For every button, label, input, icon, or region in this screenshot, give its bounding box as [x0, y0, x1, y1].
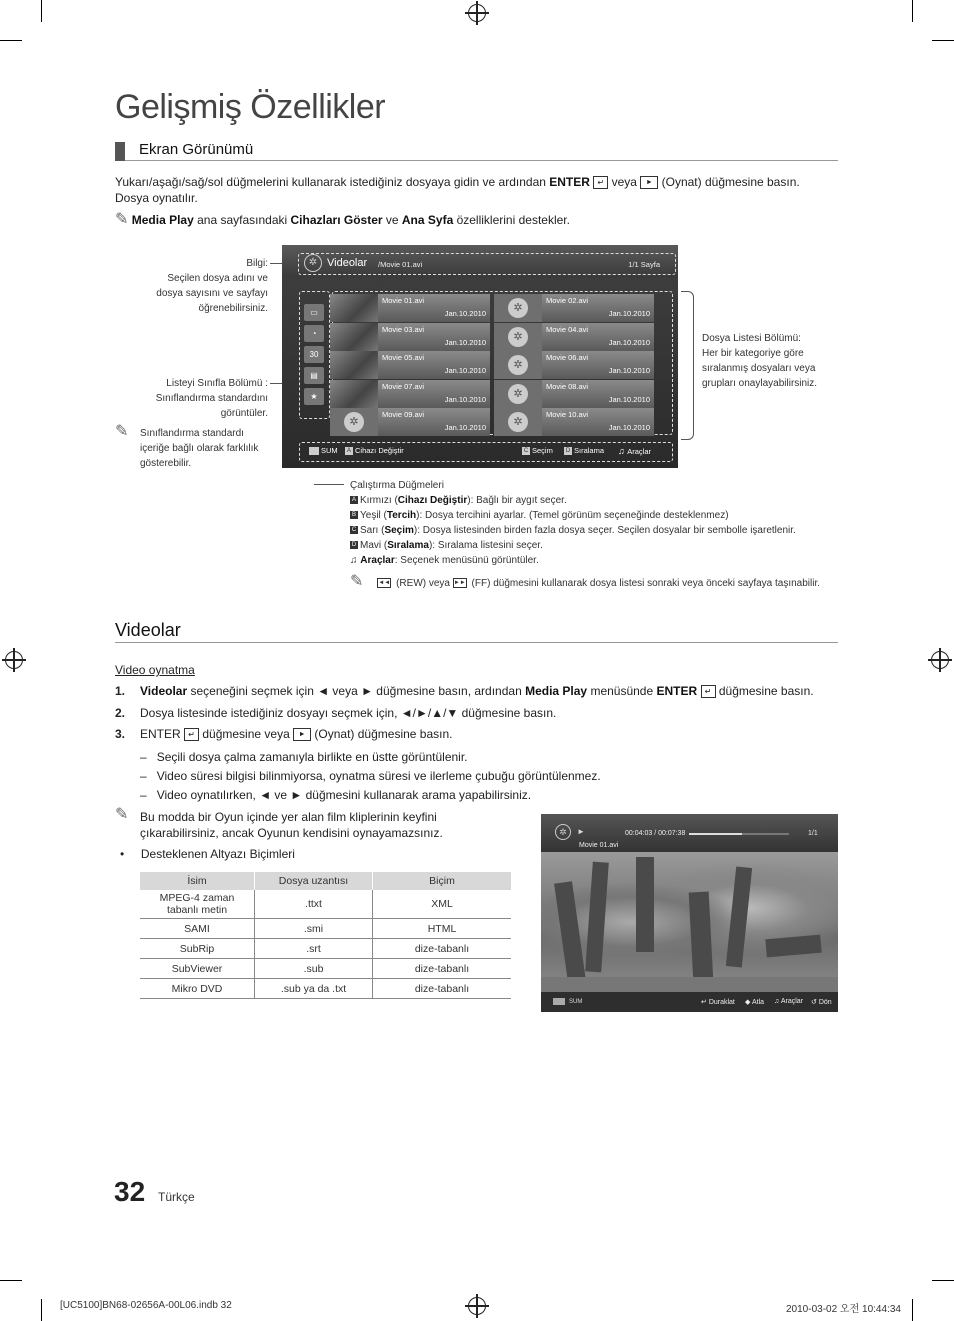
intro-note: [115, 212, 845, 228]
control-desc-text: Cihazı Değiştir: [397, 495, 468, 506]
video-subtitle: Video oynatma: [115, 663, 195, 677]
control-desc-text: ): Dosya tercihini ayarlar. (Temel görünüm seçeneğinde desteklenmez): [416, 510, 729, 521]
select-text: Seçim: [532, 446, 553, 455]
callout-line: Sınıflandırma standardını: [155, 393, 268, 404]
favorite-icon[interactable]: ★: [304, 388, 324, 405]
file-name: Movie 07.avi: [382, 381, 425, 391]
progress-bar[interactable]: [689, 833, 789, 835]
section-title: Ekran Görünümü: [139, 141, 254, 158]
sum-text: SUM: [321, 446, 338, 455]
giraffe-shape: [554, 881, 586, 983]
sort-button[interactable]: [564, 446, 604, 455]
file-date: Jan.10.2010: [608, 309, 650, 318]
thumbnail: [330, 294, 378, 322]
screen-page: 1/1 Sayfa: [628, 260, 660, 269]
file-date: Jan.10.2010: [444, 366, 486, 375]
control-buttons-desc: [350, 478, 845, 591]
device-text: Cihazı Değiştir: [355, 446, 404, 455]
sum-label: [309, 446, 338, 455]
file-list-item[interactable]: [494, 351, 654, 379]
registration-mark-icon: [931, 651, 949, 669]
screen-header: [282, 245, 678, 278]
thumbnail: [494, 351, 542, 379]
callout-line: içeriğe bağlı olarak farklılık: [140, 443, 259, 454]
file-date: Jan.10.2010: [444, 423, 486, 432]
tools-desc: [350, 553, 845, 568]
color-key-icon: C: [351, 527, 357, 534]
dash-text: Seçili dosya çalma zamanıyla birlikte en üstte görüntülenir.: [156, 750, 468, 764]
note-text: ana sayfasındaki: [193, 213, 291, 227]
control-desc: [350, 493, 845, 508]
table-header-row: [140, 872, 511, 890]
callout-line: Seçilen dosya adını ve: [167, 273, 268, 284]
color-key-icon: A: [351, 497, 356, 504]
control-desc-text: Kırmızı (: [360, 495, 398, 506]
control-desc-text: ): Bağlı bir aygıt seçer.: [467, 495, 567, 506]
crop-mark: [0, 1280, 22, 1281]
back-button[interactable]: [811, 998, 832, 1006]
control-desc: [350, 538, 845, 553]
intro-text: veya: [608, 175, 641, 189]
thumbnail: [330, 351, 378, 379]
controls-title: Çalıştırma Düğmeleri: [350, 480, 444, 491]
giraffe-shape: [689, 892, 714, 983]
table-cell: .smi: [255, 919, 373, 939]
dash-text: Video süresi bilgisi bilinmiyorsa, oynatma süresi ve ilerleme çubuğu görüntülenmez.: [156, 769, 601, 783]
callout-line: Sınıflandırma standardı: [140, 428, 244, 439]
note-text: özelliklerini destekler.: [453, 213, 570, 227]
file-name: Movie 03.avi: [382, 324, 425, 334]
note-text: çıkarabilirsiniz, ancak Oyunun kendisini oynayamazsınız.: [140, 826, 443, 840]
enter-icon: ↵: [593, 176, 608, 189]
thumbnail: [330, 323, 378, 351]
table-cell: .sub: [255, 959, 373, 979]
step-number: 3.: [115, 727, 126, 741]
table-cell: dize-tabanlı: [373, 939, 512, 959]
section-bar: [115, 142, 125, 161]
film-reel-icon: ✲: [508, 327, 528, 347]
date-meta: 2010-03-02 오전 10:44:34: [786, 1304, 901, 1315]
callout-line: Dosya Listesi Bölümü:: [702, 333, 801, 344]
color-key-icon: B: [351, 512, 356, 519]
control-desc-text: ): Sıralama listesini seçer.: [428, 540, 543, 551]
file-name: Movie 04.avi: [546, 324, 589, 334]
table-row: [140, 979, 511, 999]
note-bold: Cihazları Göster: [290, 213, 383, 227]
giraffe-shape: [636, 857, 654, 952]
sum-text: SUM: [569, 999, 583, 1005]
thumbnail: [494, 408, 542, 436]
tools-text: Araçlar: [780, 998, 803, 1005]
file-meta: [UC5100]BN68-02656A-00L06.indb 32: [60, 1300, 232, 1311]
name-icon[interactable]: ▤: [304, 367, 324, 384]
table-cell: SubViewer: [140, 959, 255, 979]
file-date: Jan.10.2010: [444, 309, 486, 318]
control-desc-text: ): Dosya listesinden birden fazla dosya seçer. Seçilen dosyalar bir sembolle işaretlenir.: [413, 525, 796, 536]
dash-item: – Video süresi bilgisi bilinmiyorsa, oynatma süresi ve ilerleme çubuğu görüntülenmez.: [140, 769, 601, 783]
step-text-part: menüsünde: [587, 684, 657, 698]
back-text: Dön: [818, 999, 832, 1006]
crop-mark: [932, 1280, 954, 1281]
film-reel-icon: ✲: [304, 254, 322, 272]
crop-mark: [912, 1299, 913, 1321]
table-cell: MPEG-4 zaman tabanlı metin: [140, 890, 255, 919]
callout-line: Listeyi Sınıfla Bölümü :: [166, 378, 268, 389]
file-name: Movie 10.avi: [546, 410, 589, 419]
rew-icon: ◄◄: [378, 580, 391, 587]
media-play-screen: [282, 245, 678, 468]
note-bold: Ana Syfa: [401, 213, 454, 227]
thumbnail: [494, 294, 542, 322]
step-text-part: (Oynat) düğmesine basın.: [311, 727, 453, 741]
callout-line: sıralanmış dosyaları veya: [702, 363, 816, 374]
crop-mark: [41, 0, 42, 22]
table-cell: .ttxt: [255, 890, 373, 919]
thumbnail: [494, 323, 542, 351]
giraffe-photo: [541, 852, 838, 992]
subtitle-formats-text: Desteklenen Altyazı Biçimleri: [140, 847, 295, 861]
dash-item: – Video oynatılırken, ◄ ve ► düğmesini kullanarak arama yapabilirsiniz.: [140, 788, 532, 802]
step-text: Dosya listesinde istediğiniz dosyayı seçmek için, ◄/►/▲/▼ düğmesine basın.: [140, 706, 557, 720]
file-list-item[interactable]: [330, 351, 490, 379]
note-icon: ✎: [350, 573, 364, 590]
callout-line: Bilgi:: [246, 258, 268, 269]
intro-text: Yukarı/aşağı/sağ/sol düğmelerini kullanarak istediğiniz dosyaya gidin ve ardından: [115, 175, 550, 189]
callout-info: [130, 256, 268, 316]
control-desc: [350, 523, 845, 538]
thumbnail: [494, 380, 542, 408]
file-list-item[interactable]: [494, 408, 654, 436]
intro-text: Dosya oynatılır.: [115, 191, 198, 205]
category-icon[interactable]: ◔: [304, 325, 324, 342]
file-list-item[interactable]: [494, 380, 654, 408]
key-c-icon: C: [523, 448, 529, 455]
step-bullets: [140, 749, 840, 803]
player-header: [541, 814, 838, 852]
film-reel-icon: ✲: [508, 298, 528, 318]
table-cell: .srt: [255, 939, 373, 959]
control-desc-text: Tercih: [386, 510, 417, 521]
callout-line: öğrenebilirsiniz.: [198, 303, 268, 314]
table-cell: HTML: [373, 919, 512, 939]
table-cell: XML: [373, 890, 512, 919]
pause-button[interactable]: [701, 998, 735, 1006]
step-text-part: ENTER: [140, 727, 181, 741]
ff-icon: ►►: [453, 580, 466, 587]
callout-bracket: [681, 291, 694, 440]
enter-label: ENTER: [549, 175, 590, 189]
skip-button[interactable]: [745, 998, 764, 1006]
note-text: Bu modda bir Oyun içinde yer alan film kliplerinin keyfini: [140, 810, 437, 824]
film-reel-icon: ✲: [555, 824, 571, 840]
page-number: 32: [114, 1176, 146, 1207]
table-header: Dosya uzantısı: [255, 872, 373, 890]
sum-icon: [553, 998, 565, 1005]
player-footer: [541, 992, 838, 1012]
film-reel-icon: ✲: [508, 355, 528, 375]
file-name: Movie 02.avi: [546, 296, 589, 305]
enter-icon: ↵: [701, 685, 716, 698]
registration-mark-icon: [468, 4, 486, 22]
step-1: [115, 683, 845, 699]
control-desc: [350, 508, 845, 523]
control-desc-text: Sarı (: [360, 525, 385, 536]
enter-icon: ↵: [701, 999, 709, 1006]
step-number: 2.: [115, 706, 126, 720]
dash-text: Video oynatılırken, ◄ ve ► düğmesini kullanarak arama yapabilirsiniz.: [156, 788, 532, 802]
subtitle-table: [140, 872, 511, 999]
tools-bold: Araçlar: [360, 555, 395, 566]
film-reel-icon: ✲: [508, 412, 528, 432]
progress-fill: [689, 833, 742, 835]
video-player-screen: [541, 814, 838, 1012]
step-text: [140, 683, 814, 699]
crop-mark: [0, 40, 22, 41]
dash-item: – Seçili dosya çalma zamanıyla birlikte en üstte görüntülenir.: [140, 750, 468, 764]
table-cell: dize-tabanlı: [373, 959, 512, 979]
step-bold: Videolar: [140, 684, 188, 698]
tools-button[interactable]: [618, 446, 651, 456]
control-desc-text: Mavi (: [360, 540, 388, 551]
crop-mark: [912, 0, 913, 22]
control-desc-text: Sıralama: [387, 540, 429, 551]
tools-button[interactable]: [774, 998, 803, 1005]
callout-line: görüntüler.: [220, 408, 268, 419]
ground: [541, 977, 838, 992]
table-header: İsim: [140, 872, 255, 890]
play-icon: ►: [293, 728, 311, 741]
thumbnail: [330, 380, 378, 408]
note-icon: ✎: [115, 211, 129, 228]
color-key-icon: D: [351, 542, 357, 549]
file-name: Movie 01.avi: [382, 296, 425, 305]
file-date: Jan.10.2010: [444, 394, 486, 404]
callout-line: grupları onaylayabilirsiniz.: [702, 378, 818, 389]
file-date: Jan.10.2010: [608, 423, 650, 432]
step-2: [115, 705, 845, 721]
callout-sort-note: [115, 423, 275, 471]
play-state-icon: ►: [577, 827, 585, 836]
select-button[interactable]: [522, 446, 553, 455]
table-row: [140, 959, 511, 979]
video-note: [115, 806, 515, 841]
file-name: Movie 06.avi: [546, 353, 589, 362]
intro-paragraph: [115, 174, 845, 206]
folder-icon[interactable]: ▭: [304, 304, 324, 321]
table-row: [140, 890, 511, 919]
rew-text: (FF) düğmesini kullanarak dosya listesi sonraki veya önceki sayfaya taşınabilir.: [468, 578, 821, 589]
play-icon: ►: [640, 176, 658, 189]
step-text-part: düğmesine veya: [199, 727, 294, 741]
tools-desc-text: : Seçenek menüsünü görüntüler.: [394, 555, 539, 566]
note-icon: ✎: [115, 423, 129, 440]
film-reel-icon: ✲: [508, 384, 528, 404]
file-list-item[interactable]: [494, 323, 654, 351]
step-bold: ENTER: [656, 684, 698, 698]
file-list-item[interactable]: [330, 380, 490, 408]
table-row: [140, 939, 511, 959]
key-d-icon: D: [565, 448, 571, 455]
tools-icon: ♫: [618, 446, 628, 456]
callout-line: gösterebilir.: [140, 458, 192, 469]
thumbnail: [330, 408, 378, 436]
skip-text: Atla: [751, 999, 765, 1006]
key-a-icon: A: [346, 448, 351, 455]
note-text: ve: [382, 213, 402, 227]
file-name: Movie 09.avi: [382, 410, 425, 419]
registration-mark-icon: [468, 1297, 486, 1315]
calendar-icon[interactable]: 30: [304, 346, 324, 363]
section-title-videolar: Videolar: [115, 620, 838, 643]
device-button[interactable]: [345, 446, 404, 455]
sort-text: Sıralama: [574, 446, 605, 455]
rew-text: (REW) veya: [393, 578, 453, 589]
registration-mark-icon: [5, 651, 23, 669]
step-text-part: seçeneğini seçmek için ◄ veya ► düğmesine basın, ardından: [187, 684, 526, 698]
table-cell: SubRip: [140, 939, 255, 959]
film-reel-icon: ✲: [344, 412, 364, 432]
callout-line: Her bir kategoriye göre: [702, 348, 804, 359]
table-cell: .sub ya da .txt: [255, 979, 373, 999]
tools-icon: ♫: [350, 555, 361, 566]
callout-sort: [130, 376, 268, 421]
step-3: [115, 726, 845, 742]
note-bold: Media Play: [131, 213, 194, 227]
file-date: Jan.10.2010: [608, 366, 650, 375]
file-name: Movie 05.avi: [382, 353, 425, 362]
left-right-icon: ◆: [745, 999, 752, 1006]
table-cell: dize-tabanlı: [373, 979, 512, 999]
pause-text: Duraklat: [708, 999, 735, 1006]
callout-line: dosya sayısını ve sayfayı: [156, 288, 268, 299]
control-desc-text: Seçim: [384, 525, 414, 536]
note-icon: ✎: [115, 806, 129, 823]
callout-line-connector: [314, 484, 344, 485]
table-cell: SAMI: [140, 919, 255, 939]
section-header: [115, 140, 838, 161]
step-text-part: düğmesine basın.: [715, 684, 814, 698]
enter-icon: ↵: [184, 728, 199, 741]
subtitle-formats: • Desteklenen Altyazı Biçimleri: [120, 847, 295, 861]
file-date: Jan.10.2010: [444, 337, 486, 347]
file-list-item[interactable]: [330, 408, 490, 436]
screen-path: /Movie 01.avi: [378, 260, 423, 269]
giraffe-shape: [585, 862, 609, 973]
tools-icon: ♫: [774, 998, 781, 1005]
page-language: Türkçe: [158, 1190, 195, 1204]
table-row: [140, 919, 511, 939]
file-name: Movie 01.avi: [579, 842, 619, 849]
step-number: 1.: [115, 684, 126, 698]
crop-mark: [41, 1299, 42, 1321]
step-bold: Media Play: [525, 684, 588, 698]
playback-time: 00:04:03 / 00:07:38: [625, 830, 686, 837]
table-cell: Mikro DVD: [140, 979, 255, 999]
step-text: [140, 726, 452, 742]
file-list-item[interactable]: [330, 294, 490, 322]
intro-text: (Oynat) düğmesine basın.: [658, 175, 800, 189]
file-list-item[interactable]: [330, 323, 490, 351]
giraffe-shape: [765, 935, 821, 958]
table-header: Biçim: [373, 872, 512, 890]
sum-icon: [309, 447, 319, 455]
file-count: 1/1: [808, 830, 818, 837]
file-name: Movie 08.avi: [546, 381, 589, 391]
file-list-item[interactable]: [494, 294, 654, 322]
crop-mark: [932, 40, 954, 41]
file-date: Jan.10.2010: [608, 394, 650, 404]
return-icon: ↺: [811, 999, 819, 1006]
file-date: Jan.10.2010: [608, 337, 650, 347]
page-title: Gelişmiş Özellikler: [115, 88, 386, 126]
rew-note: [350, 574, 845, 591]
callout-list: [702, 331, 842, 391]
tools-text: Araçlar: [627, 447, 652, 456]
screen-header-title: Videolar: [327, 257, 368, 269]
giraffe-shape: [726, 866, 752, 967]
control-desc-text: Yeşil (: [360, 510, 387, 521]
